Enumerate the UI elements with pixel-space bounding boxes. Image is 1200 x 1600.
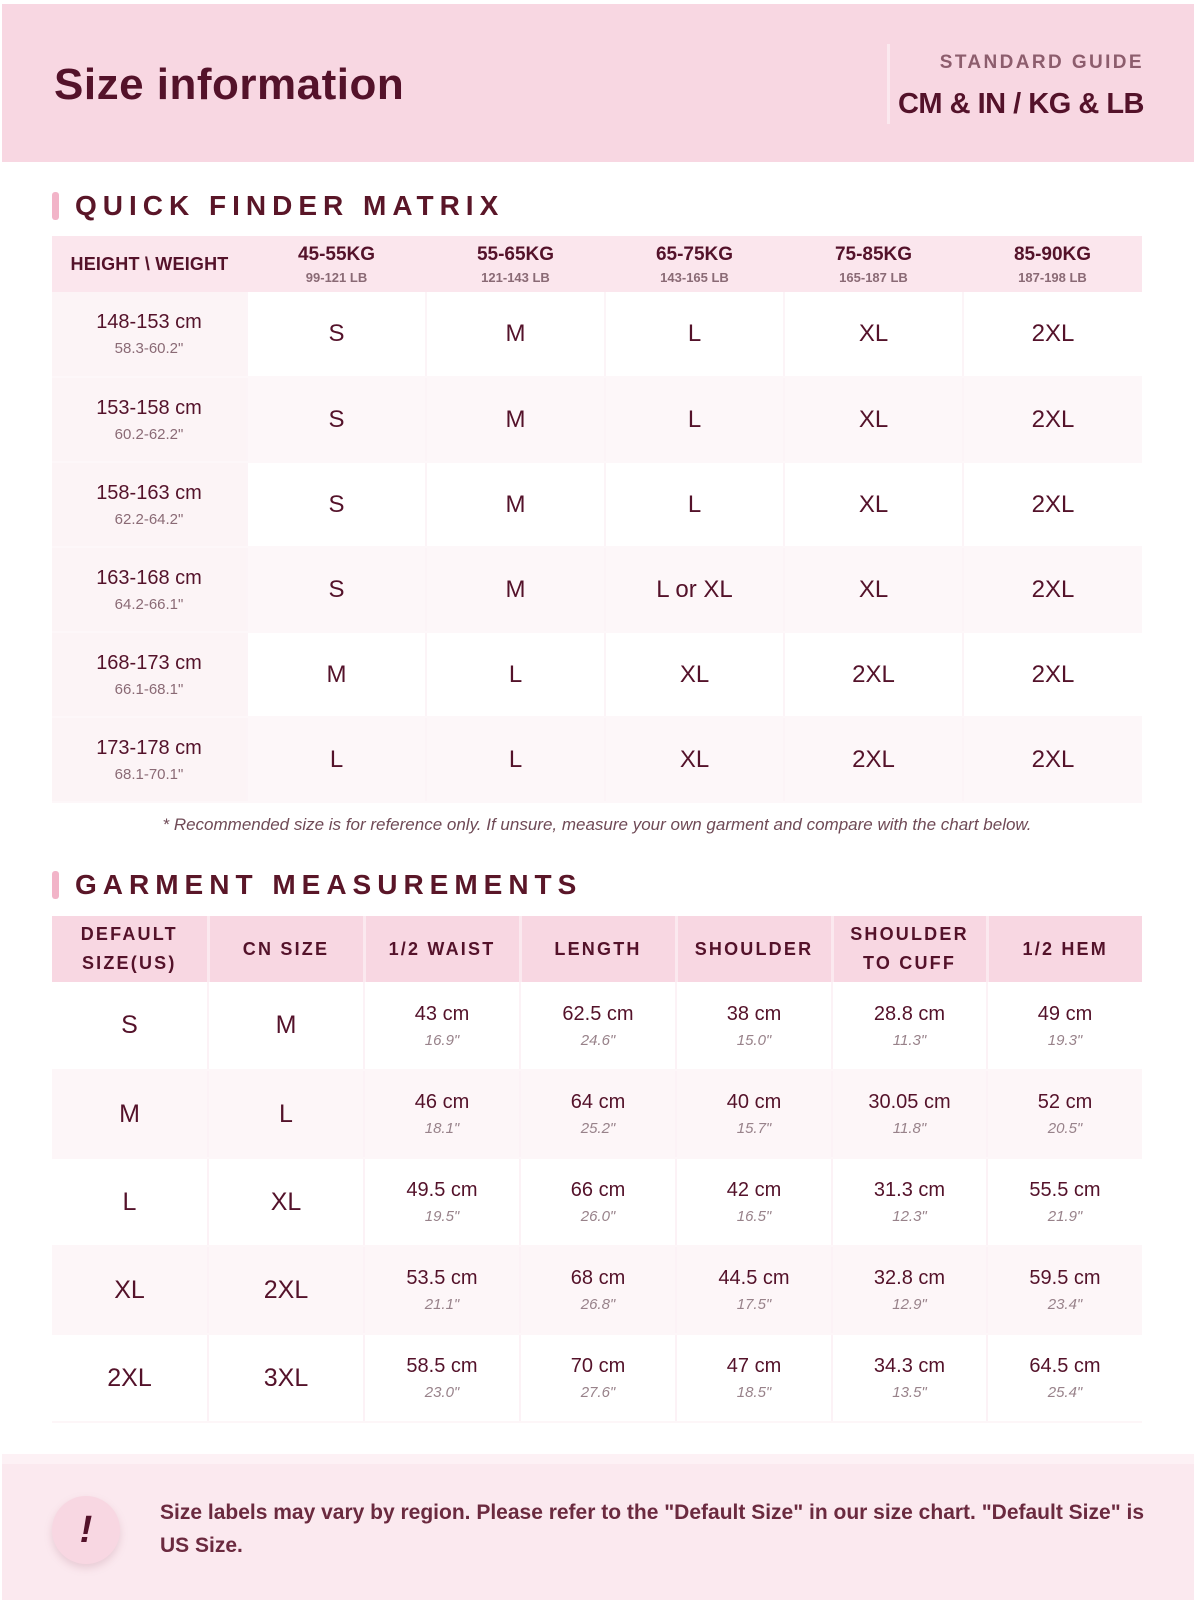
matrix-row: [52, 377, 1142, 462]
measure-cm: 62.5 cm: [562, 1002, 634, 1025]
us-size-cell: S: [52, 982, 208, 1070]
matrix-row: [52, 462, 1142, 547]
weight-kg: 85-90KG: [1013, 243, 1092, 265]
matrix-row: [52, 632, 1142, 717]
measure-in: 26.8": [580, 1296, 616, 1313]
measure-cell: [676, 1334, 832, 1422]
size-cell: L: [426, 717, 605, 802]
measure-cell: [832, 1246, 987, 1334]
measure-cell: [676, 1246, 832, 1334]
measure-cell: [520, 1334, 676, 1422]
size-cell: L: [605, 462, 784, 547]
weight-header: [426, 236, 605, 292]
measure-in: 13.5": [892, 1384, 927, 1401]
size-cell: XL: [605, 717, 784, 802]
measure-in: 21.1": [424, 1296, 460, 1313]
measure-in: 18.5": [736, 1384, 772, 1401]
height-in: 62.2-64.2": [114, 510, 184, 528]
cn-size-cell: M: [208, 982, 364, 1070]
height-in: 64.2-66.1": [114, 595, 184, 613]
measure-in: 16.5": [736, 1208, 772, 1225]
header-banner: [2, 4, 1194, 162]
size-cell: M: [426, 547, 605, 632]
measure-cm: 66 cm: [570, 1179, 626, 1201]
size-cell: L: [426, 632, 605, 717]
measure-cell: [364, 982, 520, 1070]
garment-table: [52, 916, 1142, 1423]
measure-in: 25.4": [1047, 1384, 1083, 1401]
weight-kg: 45-55KG: [297, 243, 376, 265]
size-cell: 2XL: [963, 547, 1142, 632]
height-cm: 148-153 cm: [96, 311, 202, 333]
col-header: SHOULDER: [676, 916, 832, 982]
height-in: 68.1-70.1": [114, 765, 184, 783]
height-cm: 163-168 cm: [96, 566, 202, 589]
size-cell: L or XL: [605, 547, 784, 632]
guide-units: CM & IN / KG & LB: [897, 88, 1144, 120]
measure-in: 11.8": [892, 1120, 927, 1137]
quick-finder-title: QUICK FINDER MATRIX: [75, 190, 505, 221]
col-header: CN SIZE: [208, 916, 364, 982]
height-in: 58.3-60.2": [114, 340, 184, 357]
measure-in: 15.0": [736, 1031, 772, 1049]
size-cell: 2XL: [963, 462, 1142, 547]
measure-cell: [832, 1158, 987, 1246]
matrix-row: [52, 292, 1142, 377]
us-size-cell: M: [52, 1070, 208, 1158]
garment-row: [52, 982, 1142, 1070]
measure-cm: 58.5 cm: [406, 1355, 478, 1377]
size-cell: M: [426, 377, 605, 462]
measure-cell: [676, 982, 832, 1070]
measure-cell: [987, 1246, 1142, 1334]
footer-text: Size labels may vary by region. Please refer to the "Default Size" in our size chart. "Default Size" is US Size.: [160, 1501, 1144, 1557]
size-cell: XL: [605, 632, 784, 717]
measure-cell: [832, 1070, 987, 1158]
measure-cell: [676, 1070, 832, 1158]
size-cell: L: [605, 377, 784, 462]
measure-cm: 44.5 cm: [718, 1267, 790, 1289]
col-header: DEFAULT SIZE(US): [52, 916, 208, 982]
page-title: Size information: [54, 60, 405, 109]
col-header: SHOULDER TO CUFF: [832, 916, 987, 982]
measure-cm: 28.8 cm: [873, 1002, 946, 1025]
weight-kg: 65-75KG: [655, 243, 734, 265]
measure-cell: [364, 1334, 520, 1422]
us-size-cell: L: [52, 1158, 208, 1246]
size-cell: XL: [784, 547, 963, 632]
size-cell: M: [426, 462, 605, 547]
reference-note: * Recommended size is for reference only. If unsure, measure your own garment and compare with the chart below.: [162, 815, 1032, 834]
measure-in: 16.9": [424, 1031, 460, 1049]
size-cell: L: [605, 292, 784, 377]
weight-lb: 99-121 LB: [305, 269, 368, 285]
measure-cm: 42 cm: [726, 1179, 782, 1201]
measure-in: 12.3": [892, 1208, 927, 1225]
col-header: 1/2 WAIST: [364, 916, 520, 982]
weight-header: [784, 236, 963, 292]
measure-cm: 32.8 cm: [873, 1267, 946, 1289]
measure-cell: [520, 982, 676, 1070]
garment-row: [52, 1334, 1142, 1422]
measure-in: 19.3": [1047, 1031, 1083, 1049]
garment-header-row: [52, 916, 1142, 982]
measure-cm: 52 cm: [1037, 1091, 1093, 1113]
height-cell: [52, 717, 247, 802]
measure-cm: 49.5 cm: [406, 1179, 478, 1201]
size-cell: XL: [784, 462, 963, 547]
col-header: LENGTH: [520, 916, 676, 982]
cn-size-cell: L: [208, 1070, 364, 1158]
measure-cm: 59.5 cm: [1029, 1267, 1101, 1289]
measure-cell: [364, 1070, 520, 1158]
measure-cell: [520, 1070, 676, 1158]
cn-size-cell: 3XL: [208, 1334, 364, 1422]
measure-cell: [987, 1070, 1142, 1158]
measure-cell: [364, 1158, 520, 1246]
cn-size-cell: XL: [208, 1158, 364, 1246]
matrix-row: [52, 547, 1142, 632]
measure-in: 25.2": [580, 1120, 616, 1137]
us-size-cell: 2XL: [52, 1334, 208, 1422]
measure-in: 24.6": [580, 1031, 616, 1049]
height-cell: [52, 462, 247, 547]
height-cm: 153-158 cm: [96, 396, 202, 419]
weight-kg: 55-65KG: [476, 243, 555, 265]
col-header: 1/2 HEM: [987, 916, 1142, 982]
garment-heading: [52, 869, 582, 901]
measure-cm: 49 cm: [1037, 1002, 1093, 1025]
weight-header: [605, 236, 784, 292]
size-cell: S: [247, 547, 426, 632]
measure-cm: 31.3 cm: [873, 1179, 946, 1201]
matrix-row: [52, 717, 1142, 802]
height-cm: 158-163 cm: [96, 481, 202, 504]
us-size-cell: XL: [52, 1246, 208, 1334]
guide-label: STANDARD GUIDE: [939, 52, 1144, 73]
measure-cell: [520, 1158, 676, 1246]
weight-kg: 75-85KG: [834, 243, 913, 265]
measure-cell: [520, 1246, 676, 1334]
measure-in: 19.5": [424, 1208, 460, 1225]
measure-in: 26.0": [580, 1208, 616, 1225]
size-cell: XL: [784, 292, 963, 377]
quick-finder-heading: [52, 190, 504, 222]
weight-header: [247, 236, 426, 292]
measure-cm: 46 cm: [414, 1091, 470, 1113]
measure-in: 20.5": [1047, 1120, 1083, 1137]
size-cell: 2XL: [963, 632, 1142, 717]
height-cell: [52, 632, 247, 717]
size-cell: L: [247, 717, 426, 802]
measure-in: 17.5": [736, 1296, 772, 1313]
exclamation-icon: !: [52, 1496, 120, 1564]
height-cell: [52, 377, 247, 462]
weight-header: [963, 236, 1142, 292]
measure-in: 23.0": [424, 1384, 460, 1401]
measure-cm: 53.5 cm: [406, 1267, 478, 1289]
size-cell: S: [247, 377, 426, 462]
measure-in: 23.4": [1047, 1296, 1083, 1313]
cn-size-cell: 2XL: [208, 1246, 364, 1334]
size-cell: 2XL: [784, 717, 963, 802]
weight-lb: 143-165 LB: [660, 269, 729, 285]
measure-cm: 64.5 cm: [1029, 1355, 1101, 1377]
measure-cm: 70 cm: [570, 1355, 626, 1377]
measure-cell: [832, 982, 987, 1070]
matrix-header-row: [52, 236, 1142, 292]
weight-lb: 165-187 LB: [839, 269, 908, 285]
quick-finder-table: [52, 236, 1142, 803]
measure-cm: 40 cm: [726, 1091, 782, 1113]
size-cell: 2XL: [784, 632, 963, 717]
size-cell: S: [247, 462, 426, 547]
measure-in: 12.9": [892, 1296, 927, 1313]
measure-cm: 30.05 cm: [868, 1091, 951, 1113]
size-cell: 2XL: [963, 717, 1142, 802]
measure-cell: [676, 1158, 832, 1246]
measure-cell: [987, 1158, 1142, 1246]
size-cell: XL: [784, 377, 963, 462]
measure-cell: [832, 1334, 987, 1422]
measure-in: 27.6": [580, 1384, 616, 1401]
size-cell: 2XL: [963, 377, 1142, 462]
height-cell: [52, 292, 247, 377]
measure-cell: [364, 1246, 520, 1334]
matrix-corner-label: HEIGHT \ WEIGHT: [52, 236, 247, 292]
measure-cm: 43 cm: [414, 1002, 470, 1025]
measure-cell: [987, 982, 1142, 1070]
measure-in: 15.7": [736, 1120, 772, 1137]
size-cell: M: [247, 632, 426, 717]
weight-lb: 121-143 LB: [481, 269, 550, 285]
weight-lb: 187-198 LB: [1018, 269, 1087, 285]
measure-in: 18.1": [424, 1120, 460, 1137]
size-cell: 2XL: [963, 292, 1142, 377]
height-in: 66.1-68.1": [114, 680, 184, 698]
measure-cm: 55.5 cm: [1029, 1179, 1101, 1201]
size-cell: S: [247, 292, 426, 377]
header-divider: [887, 44, 890, 124]
measure-cm: 68 cm: [570, 1267, 626, 1289]
measure-in: 11.3": [892, 1031, 927, 1049]
height-cm: 168-173 cm: [96, 651, 202, 674]
measure-cm: 64 cm: [570, 1091, 626, 1113]
height-cm: 173-178 cm: [96, 736, 202, 759]
garment-row: [52, 1246, 1142, 1334]
garment-row: [52, 1070, 1142, 1158]
garment-title: GARMENT MEASUREMENTS: [75, 869, 583, 900]
section-accent-bar: [52, 192, 59, 220]
height-in: 60.2-62.2": [114, 425, 184, 443]
measure-cm: 47 cm: [726, 1355, 782, 1377]
size-cell: M: [426, 292, 605, 377]
measure-in: 21.9": [1047, 1208, 1083, 1225]
section-accent-bar: [52, 871, 59, 899]
measure-cm: 38 cm: [726, 1002, 782, 1025]
garment-row: [52, 1158, 1142, 1246]
measure-cell: [987, 1334, 1142, 1422]
height-cell: [52, 547, 247, 632]
measure-cm: 34.3 cm: [873, 1355, 946, 1377]
